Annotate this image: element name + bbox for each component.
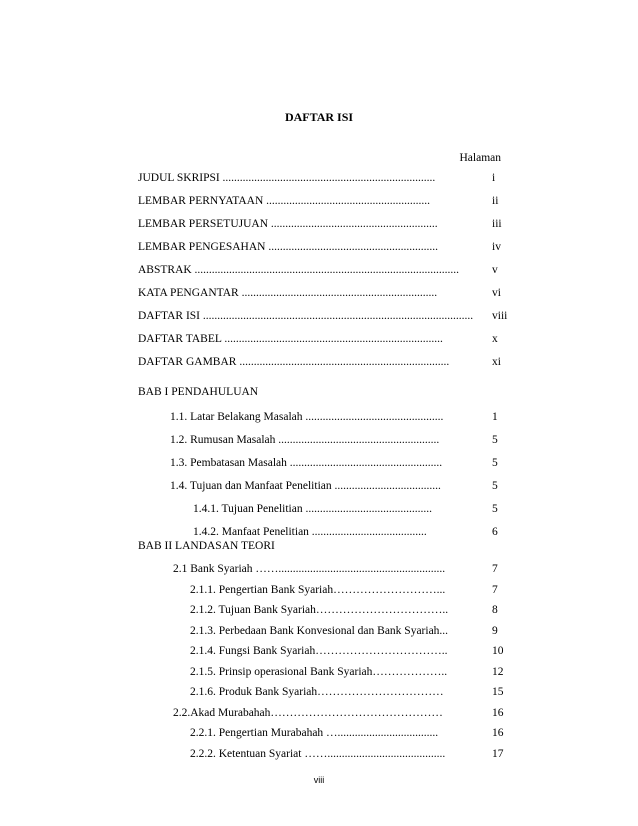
toc-entry-text: 1.1. Latar Belakang Masalah ................................................ bbox=[170, 411, 444, 423]
toc-entry-page: 5 bbox=[492, 480, 498, 492]
chapter-heading[interactable]: BAB I PENDAHULUAN bbox=[138, 386, 259, 398]
halaman-label: Halaman bbox=[459, 152, 501, 164]
toc-entry-text: LEMBAR PERNYATAAN ......................................................... bbox=[138, 195, 431, 207]
toc-entry-page: 7 bbox=[492, 583, 498, 596]
toc-entry-text: 2.1 Bank Syariah …….......................................................... bbox=[173, 563, 446, 575]
toc-entry-page: 17 bbox=[492, 747, 504, 760]
page-title: DAFTAR ISI bbox=[284, 110, 354, 124]
toc-entry-text: 2.1.3. Perbedaan Bank Konvesional dan Bank Syariah... bbox=[190, 624, 449, 637]
toc-entry-text: 1.2. Rumusan Masalah ........................................................ bbox=[170, 434, 440, 446]
toc-entry-page: 9 bbox=[492, 624, 498, 637]
toc-entry-text: DAFTAR TABEL ............................................................................ bbox=[138, 333, 443, 345]
toc-entry-text: KATA PENGANTAR .................................................................... bbox=[138, 287, 438, 299]
toc-entry-page: 8 bbox=[492, 604, 498, 616]
toc-entry-page: 1 bbox=[492, 411, 498, 423]
toc-entry-text: 2.1.6. Produk Bank Syariah…………………………… bbox=[190, 686, 444, 698]
toc-entry-text: 1.4.1. Tujuan Penelitian ............................................ bbox=[193, 503, 432, 515]
toc-entry-page: 15 bbox=[492, 686, 504, 698]
toc-entry-page: 16 bbox=[492, 706, 504, 719]
toc-entry-page: 12 bbox=[492, 665, 504, 678]
toc-entry-text: 2.2.Akad Murabahah……………………………………… bbox=[173, 706, 443, 719]
toc-entry-text: 2.2.1. Pengertian Murabahah …................................... bbox=[190, 727, 439, 739]
toc-entry-text: 2.1.4. Fungsi Bank Syariah…………………………….. bbox=[190, 645, 448, 657]
toc-entry-page: 7 bbox=[492, 563, 498, 575]
toc-entry-page: iv bbox=[492, 241, 501, 253]
toc-entry-text: 1.4. Tujuan dan Manfaat Penelitian ..................................... bbox=[170, 480, 441, 492]
toc-entry-text: 2.1.1. Pengertian Bank Syariah………………………... bbox=[190, 583, 446, 596]
toc-entry-page: v bbox=[492, 264, 498, 276]
toc-entry-text: 2.1.2. Tujuan Bank Syariah…………………………….. bbox=[190, 604, 449, 616]
chapter-heading[interactable]: BAB II LANDASAN TEORI bbox=[138, 540, 275, 552]
toc-entry-text: 2.2.2. Ketentuan Syariat ……......................................... bbox=[190, 747, 446, 760]
toc-entry-text: ABSTRAK ............................................................................................ bbox=[138, 264, 460, 276]
toc-entry-page: i bbox=[492, 172, 496, 184]
toc-entry-text: LEMBAR PENGESAHAN ........................................................... bbox=[138, 241, 438, 253]
toc-entry-text: 1.4.2. Manfaat Penelitian ........................................ bbox=[193, 526, 427, 538]
toc-entry-page: ii bbox=[492, 195, 499, 207]
toc-entry-text: JUDUL SKRIPSI .......................................................................... bbox=[138, 172, 436, 184]
toc-entry-page: iii bbox=[492, 218, 502, 230]
footer-page-number: viii bbox=[313, 775, 325, 785]
toc-entry-page: 16 bbox=[492, 727, 504, 739]
toc-entry-text: DAFTAR ISI .............................................................................................. bbox=[138, 310, 474, 322]
toc-entry-page: 6 bbox=[492, 526, 498, 538]
toc-entry-page: x bbox=[492, 333, 498, 345]
toc-entry-page: 10 bbox=[492, 645, 504, 657]
toc-entry-text: 1.3. Pembatasan Masalah ..................................................... bbox=[170, 457, 443, 469]
toc-entry-page: vi bbox=[492, 287, 501, 299]
toc-entry-text: 2.1.5. Prinsip operasional Bank Syariah……………….. bbox=[190, 665, 448, 678]
toc-entry-page: 5 bbox=[492, 503, 498, 515]
toc-entry-page: 5 bbox=[492, 457, 498, 469]
toc-entry-page: xi bbox=[492, 356, 501, 368]
toc-entry-text: LEMBAR PERSETUJUAN .......................................................... bbox=[138, 218, 438, 230]
toc-entry-text: DAFTAR GAMBAR ......................................................................... bbox=[138, 356, 450, 368]
toc-entry-page: 5 bbox=[492, 434, 498, 446]
toc-entry-page: viii bbox=[492, 310, 508, 322]
